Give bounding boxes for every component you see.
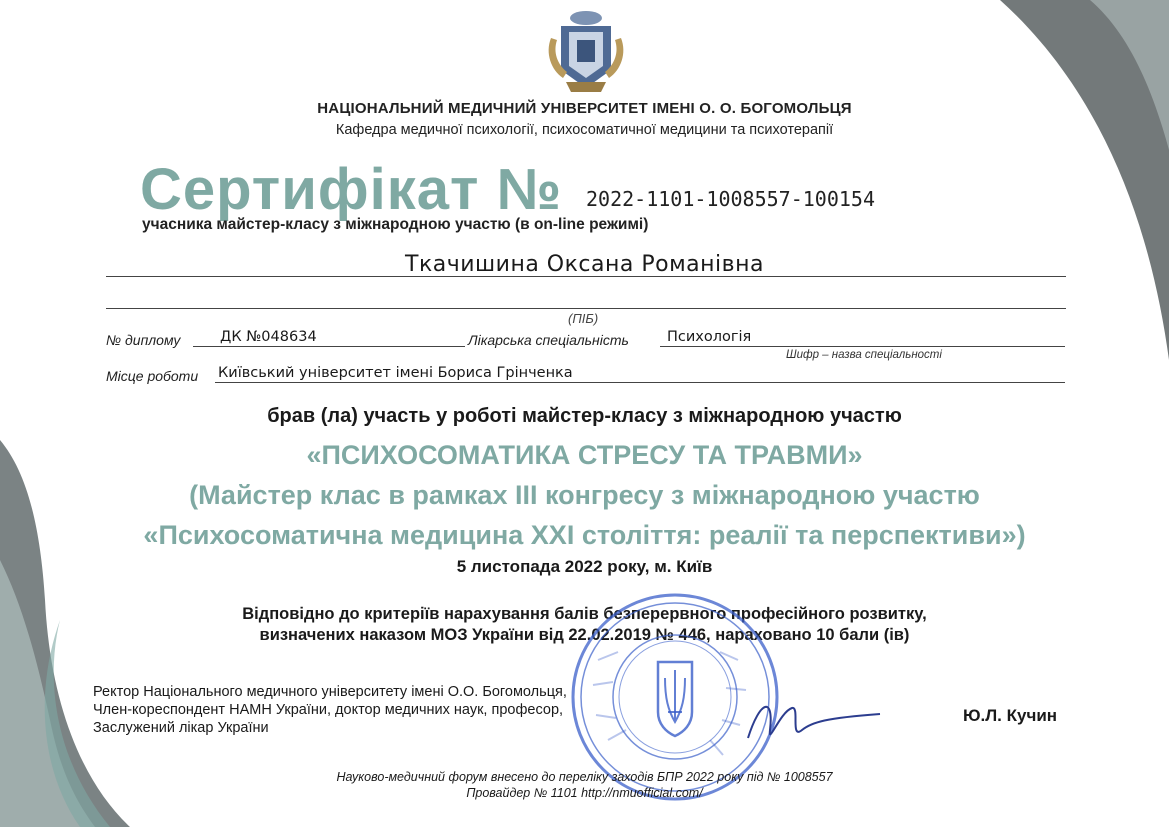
certificate-title: Сертифікат № — [140, 157, 563, 222]
pib-label: (ПІБ) — [568, 311, 599, 326]
event-subtitle-line2: «Психосоматична медицина ХХІ століття: реалії та перспективи») — [143, 520, 1026, 550]
university-name: НАЦІОНАЛЬНИЙ МЕДИЧНИЙ УНІВЕРСИТЕТ ІМЕНІ О. О. БОГОМОЛЬЦЯ — [317, 100, 852, 117]
event-subtitle-line1: (Майстер клас в рамках ІІІ конгресу з міжнародною участю — [189, 480, 980, 510]
specialty-underline — [660, 346, 1065, 347]
rector-block — [93, 683, 567, 737]
university-crest-logo — [541, 8, 631, 98]
workplace-value: Київський університет імені Бориса Грінченка — [218, 365, 573, 381]
signer-name: Ю.Л. Кучин — [963, 706, 1058, 725]
second-underline — [106, 308, 1066, 309]
participant-name: Ткачишина Оксана Романівна — [405, 252, 764, 277]
rector-signature — [740, 690, 890, 750]
rector-line2: Член-кореспондент НАМН України, доктор медичних наук, професор, — [93, 702, 564, 718]
rector-line1: Ректор Національного медичного університету імені О.О. Богомольця, — [93, 684, 567, 700]
footer-provider: Провайдер № 1101 http://nmuofficial.com/ — [466, 786, 703, 800]
event-date-place: 5 листопада 2022 року, м. Київ — [456, 557, 713, 576]
event-title: «ПСИХОСОМАТИКА СТРЕСУ ТА ТРАВМИ» — [306, 440, 863, 470]
workplace-label: Місце роботи — [106, 368, 199, 384]
workplace-underline — [215, 382, 1065, 383]
participation-statement: брав (ла) участь у роботі майстер-класу з міжнародною участю — [267, 405, 902, 427]
certificate-subtitle: учасника майстер-класу з міжнародною участю (в on-line режимі) — [142, 216, 649, 233]
diploma-label: № диплому — [106, 332, 181, 348]
department-name: Кафедра медичної психології, психосоматичної медицини та психотерапії — [335, 122, 834, 138]
rector-line3: Заслужений лікар України — [93, 720, 269, 736]
criteria-line2: визначених наказом МОЗ України від 22.02.2019 № 446, нараховано 10 бали (ів) — [259, 626, 910, 644]
criteria-line1: Відповідно до критеріїв нарахування балів безперервного професійного розвитку, — [242, 605, 927, 623]
diploma-value: ДК №048634 — [220, 329, 317, 345]
footer-forum-note: Науково-медичний форум внесено до переліку заходів БПР 2022 року під № 1008557 — [336, 770, 833, 784]
specialty-label: Лікарська спеціальність — [468, 332, 629, 348]
specialty-hint: Шифр – назва спеціальності — [786, 349, 942, 361]
certificate-number: 2022-1101-1008557-100154 — [586, 187, 875, 211]
name-underline — [106, 276, 1066, 277]
specialty-value: Психологія — [667, 329, 752, 345]
diploma-underline — [193, 346, 465, 347]
